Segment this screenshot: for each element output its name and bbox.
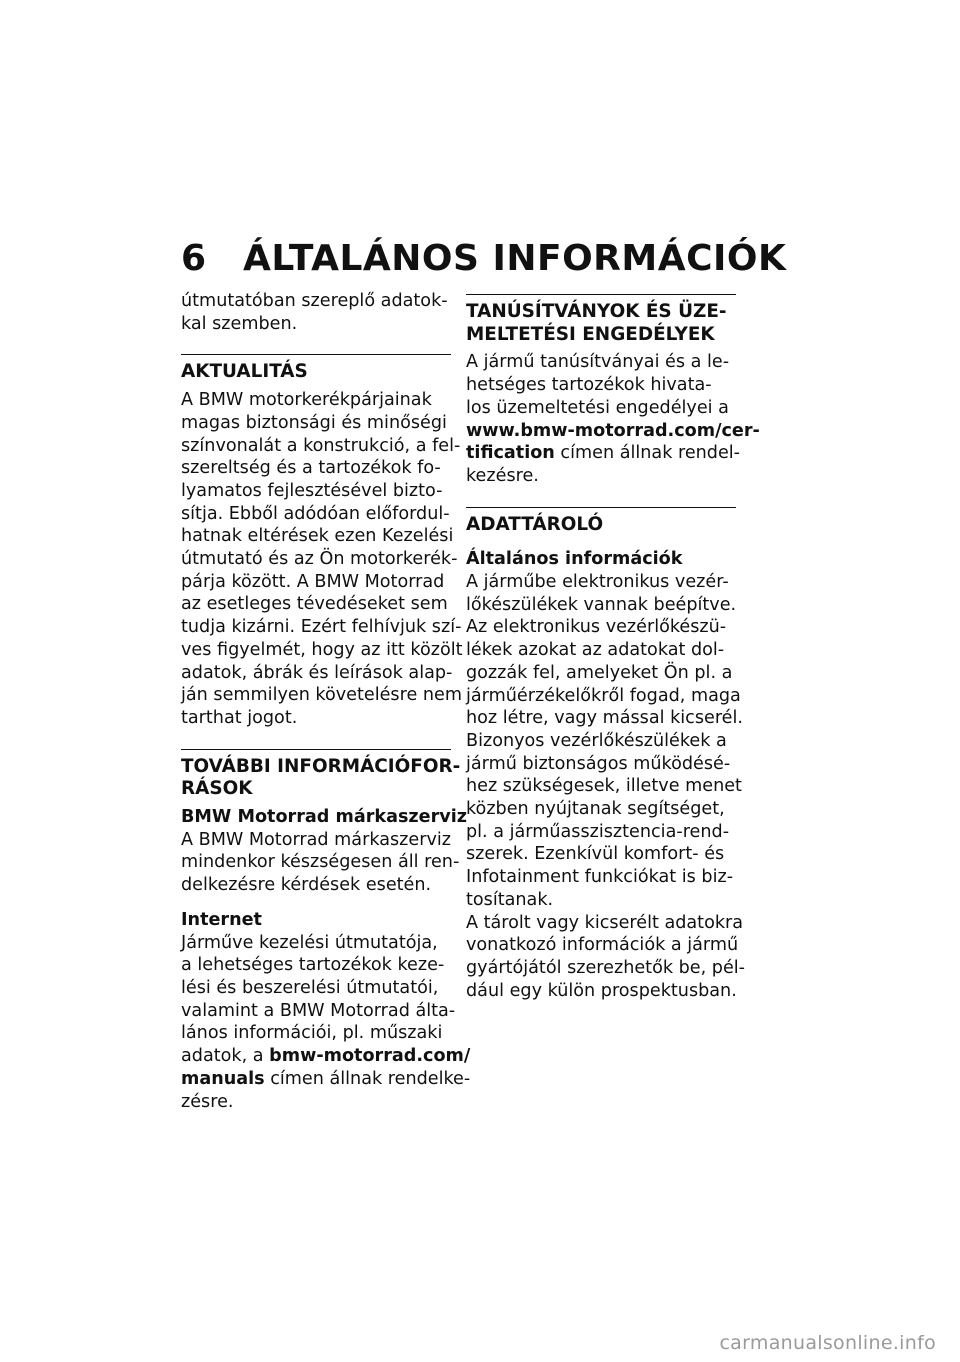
adattarolo-paragraph-1 xyxy=(466,571,743,912)
text-line: magas biztonsági és minőségi xyxy=(181,412,447,433)
text-line: delkezésre kérdések esetén. xyxy=(181,875,432,896)
text-line: a lehetséges tartozékok keze- xyxy=(181,955,445,976)
text-line: valamint a BMW Motorrad álta- xyxy=(181,1000,456,1021)
manuals-link-part1[interactable]: bmw-motorrad.com/ xyxy=(269,1046,471,1067)
text-line: Az elektronikus vezérlőkészü- xyxy=(466,617,727,638)
subtitle-internet: Internet xyxy=(181,909,262,930)
text-line: dául egy külön prospektusban. xyxy=(466,980,737,1001)
text-line: ves figyelmét, hogy az itt közölt xyxy=(181,639,463,660)
subtitle-altalanos: Általános információk xyxy=(466,549,683,570)
text-fragment: adatok, a xyxy=(181,1046,270,1067)
section-divider xyxy=(181,749,451,750)
text-line: zésre. xyxy=(181,1091,234,1112)
text-line: gozzák fel, amelyeket Ön pl. a xyxy=(466,662,733,683)
right-column xyxy=(466,290,760,1002)
text-line: párja között. A BMW Motorrad xyxy=(181,571,445,592)
text-line: A járműbe elektronikus vezér- xyxy=(466,572,729,593)
text-line: szereltség és a tartozékok fo- xyxy=(181,458,441,479)
adattarolo-paragraph-2 xyxy=(466,912,746,1003)
title-line: TANÚSÍTVÁNYOK ÉS ÜZE- xyxy=(466,301,727,322)
section-divider xyxy=(466,507,736,508)
chapter-heading xyxy=(181,238,786,279)
text-line: gyártójától szerezhetők be, pél- xyxy=(466,957,746,978)
text-line: hez szükségesek, illetve menet xyxy=(466,776,742,797)
title-line: RÁSOK xyxy=(181,778,253,800)
text-line: hetséges tartozékok hivata- xyxy=(466,375,712,396)
section-divider xyxy=(466,294,736,295)
text-line: lési és beszerelési útmutatói, xyxy=(181,977,439,998)
text-line: lyamatos fejlesztésével bizto- xyxy=(181,480,443,501)
certification-link-part1[interactable]: www.bmw-motorrad.com/cer- xyxy=(466,420,760,441)
text-line: hatnak eltérések ezen Kezelési xyxy=(181,526,454,547)
section-title-tovabbi xyxy=(181,755,461,801)
text-line: jármű biztonságos működésé- xyxy=(466,753,731,774)
text-line: színvonalát a konstrukció, a fel- xyxy=(181,435,461,456)
text-line: sítja. Ebből adódóan előfordul- xyxy=(181,503,450,524)
text-line: tarthat jogot. xyxy=(181,707,298,728)
text-line: járműérzékelőkről fogad, maga xyxy=(466,685,741,706)
left-column xyxy=(181,290,471,1113)
text-line: tudja kizárni. Ezért felhívjuk szí- xyxy=(181,617,462,638)
subtitle-markaszerviz: BMW Motorrad márkaszerviz xyxy=(181,807,468,828)
tanusitvanyok-paragraph xyxy=(466,351,760,487)
text-line: lános információi, pl. műszaki xyxy=(181,1023,443,1044)
text-line: az esetleges tévedéseket sem xyxy=(181,594,448,615)
text-line: hoz létre, vagy mással kicserél. xyxy=(466,708,743,729)
chapter-number: 6 xyxy=(181,238,207,279)
text-line: A BMW motorkerékpárjainak xyxy=(181,390,432,411)
section-title-tanusitvanyok xyxy=(466,301,736,346)
text-line: ján semmilyen követelésre nem xyxy=(181,685,462,706)
text-line: kal szemben. xyxy=(181,313,298,334)
text-line: szerek. Ezenkívül komfort- és xyxy=(466,844,725,865)
text-line: A jármű tanúsítványai és a le- xyxy=(466,352,730,373)
text-line: Járműve kezelési útmutatója, xyxy=(181,932,438,953)
section-title-aktualitas: AKTUALITÁS xyxy=(181,361,308,383)
title-line: TOVÁBBI INFORMÁCIÓFOR- xyxy=(181,755,461,777)
text-line: vonatkozó információk a jármű xyxy=(466,935,739,956)
text-line xyxy=(466,420,760,443)
text-line xyxy=(181,1068,471,1091)
manuals-link-part2[interactable]: manuals xyxy=(181,1068,265,1089)
markaszerviz-paragraph xyxy=(181,829,460,897)
text-line: A tárolt vagy kicserélt adatokra xyxy=(466,912,744,933)
certification-link-part2[interactable]: tification xyxy=(466,443,555,464)
text-line: lőkészülékek vannak beépítve. xyxy=(466,594,737,615)
text-line: adatok, ábrák és leírások alap- xyxy=(181,662,453,683)
text-line: pl. a járműasszisztencia-rend- xyxy=(466,821,730,842)
text-line: mindenkor készségesen áll ren- xyxy=(181,852,460,873)
text-line: Bizonyos vezérlőkészülékek a xyxy=(466,730,727,751)
text-line xyxy=(181,1045,471,1068)
section-divider xyxy=(181,354,451,355)
text-fragment: címen állnak rendelke- xyxy=(264,1068,471,1089)
section-title-adattarolo: ADATTÁROLÓ xyxy=(466,513,604,535)
aktualitas-paragraph xyxy=(181,389,463,730)
internet-paragraph xyxy=(181,932,471,1114)
text-line xyxy=(466,442,741,465)
title-line: MELTETÉSI ENGEDÉLYEK xyxy=(466,323,715,345)
text-line: közben nyújtanak segítséget, xyxy=(466,799,725,820)
watermark-footer: carmanualsonline.info xyxy=(719,1332,936,1354)
text-line: útmutatóban szereplő adatok- xyxy=(181,291,448,311)
text-line: lékek azokat az adatokat dol- xyxy=(466,640,725,661)
chapter-title: ÁLTALÁNOS INFORMÁCIÓK xyxy=(243,238,787,279)
text-line: kezésre. xyxy=(466,465,539,486)
text-line: Infotainment funkciókat is biz- xyxy=(466,867,734,888)
text-fragment: címen állnak rendel- xyxy=(554,443,741,464)
text-line: útmutató és az Ön motorkerék- xyxy=(181,549,458,570)
text-line: los üzemeltetési engedélyei a xyxy=(466,397,729,418)
intro-paragraph xyxy=(181,290,451,335)
text-line: tosítanak. xyxy=(466,889,554,910)
text-line: A BMW Motorrad márkaszerviz xyxy=(181,829,451,850)
